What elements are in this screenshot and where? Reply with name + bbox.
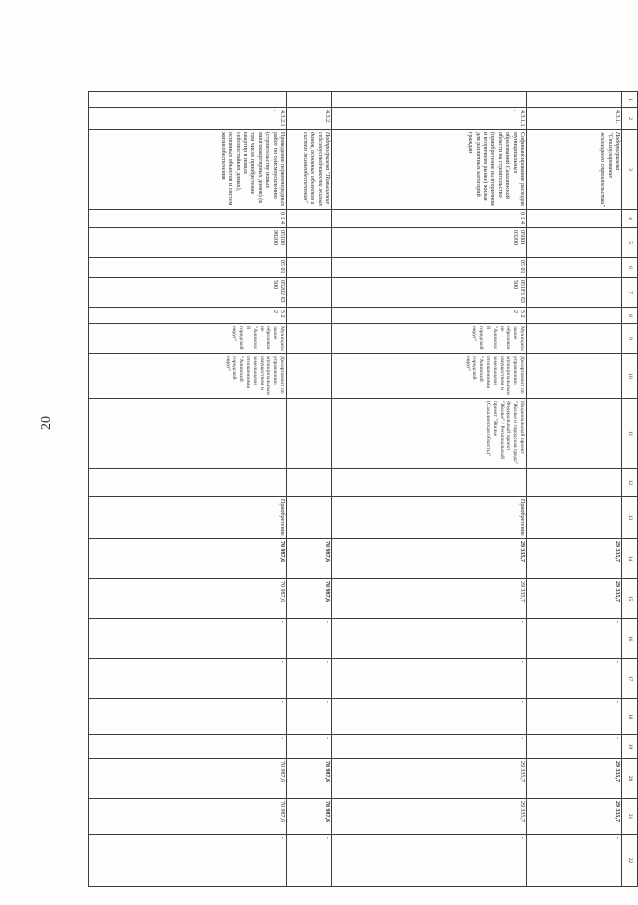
col-header: 18 (622, 699, 638, 735)
value-cell: - (332, 699, 527, 735)
col-header: 9 (622, 324, 638, 354)
value-cell: 70 987,6 (287, 579, 332, 619)
col-header: 12 (622, 469, 638, 497)
row-number: 4.3.2. (287, 108, 332, 130)
value-cell: - (527, 619, 622, 659)
col-header: 5 (622, 228, 638, 258)
project-cell (89, 399, 287, 469)
col-header: 20 (622, 759, 638, 799)
value-cell: 29 335,7 (527, 579, 622, 619)
action-cell: Приобретение (89, 497, 287, 539)
col-header: 6 (622, 258, 638, 278)
col-header: 11 (622, 399, 638, 469)
row-title: Софинансирование расходов муниципальных образований Сахалинской области на строительство (приобретение на вторичном и вторичном рынке) жилья для различных категорий граждан (332, 130, 527, 210)
col-header: 14 (622, 539, 638, 579)
value-cell: 29 335,7 (332, 579, 527, 619)
col-header: 4 (622, 210, 638, 228)
col-header: 15 (622, 579, 638, 619)
col-header: 16 (622, 619, 638, 659)
value-cell: - (287, 619, 332, 659)
budget-table-sheet (89, 91, 638, 886)
row-number: 4.3.2.1. (89, 108, 287, 130)
value-cell: 29 335,7 (332, 759, 527, 799)
code-cell: 5 2 2 (332, 308, 527, 324)
col-header: 13 (622, 497, 638, 539)
value-cell: - (89, 659, 287, 699)
value-cell: - (332, 659, 527, 699)
table-row (287, 92, 332, 887)
value-cell: - (287, 835, 332, 887)
municipality-cell: Муниципальное образование "Анивский городской округ" (89, 324, 287, 354)
table-row (332, 92, 527, 887)
code-cell: 05001 03200 (332, 228, 527, 258)
value-cell: - (527, 735, 622, 759)
row-number: 4.3.1.1. (332, 108, 527, 130)
code-cell: 051F1 63 500 (332, 278, 527, 308)
value-cell: - (89, 835, 287, 887)
value-cell: - (287, 659, 332, 699)
row-title: Проведение первоочередных работ по сейсмоусилению (строительству новых многоквартирных домов) (в том числе приобретение квартир в новых сейсмостойких домах), основных объектов и систем жизнеобеспечения (89, 130, 287, 210)
value-cell: - (527, 835, 622, 887)
value-cell: - (287, 699, 332, 735)
code-cell: 05 01 (332, 258, 527, 278)
code-cell: 05202 63 500 (89, 278, 287, 308)
col-header: 17 (622, 659, 638, 699)
value-cell: - (332, 735, 527, 759)
value-cell: - (89, 619, 287, 659)
col-header: 7 (622, 278, 638, 308)
code-cell: 0 1 4 (332, 210, 527, 228)
value-cell: 70 987,6 (89, 799, 287, 835)
col-header: 22 (622, 835, 638, 887)
project-cell: Национальный проект "Жилье и городская среда" Федеральный проект "Жилье" / Региональный проект "Жилье (Сахалинская область)" (332, 399, 527, 469)
table-row (527, 92, 622, 887)
col-header: 19 (622, 735, 638, 759)
department-cell: Департамент по управлению муниципальным имуществом и земельными отношениями "Анивский городской округ" (332, 354, 527, 399)
value-cell: 70 987,6 (287, 539, 332, 579)
value-cell: - (332, 835, 527, 887)
budget-table (88, 91, 638, 887)
col-header: 10 (622, 354, 638, 399)
value-cell: - (527, 659, 622, 699)
value-cell: - (89, 699, 287, 735)
value-cell: 70 987,6 (287, 759, 332, 799)
value-cell: 29 335,7 (527, 759, 622, 799)
col-header: 1 (622, 92, 638, 108)
code-cell: 05100 98200 (89, 228, 287, 258)
row-title: Подпрограмма "Стимулирование жилищного строительства" (527, 130, 622, 210)
code-cell: 5 2 2 (89, 308, 287, 324)
value-cell: - (287, 735, 332, 759)
value-cell: - (89, 735, 287, 759)
value-cell: 29 335,7 (332, 799, 527, 835)
value-cell: 29 335,7 (527, 539, 622, 579)
col-header: 21 (622, 799, 638, 835)
table-row (89, 92, 287, 887)
value-cell: 70 987,6 (89, 759, 287, 799)
col-header: 8 (622, 308, 638, 324)
department-cell: Департамент по управлению муниципальным имуществом и земельными отношениями "Анивский городской округ" (89, 354, 287, 399)
page-number: 20 (39, 416, 54, 430)
row-number: 4.3.1. (527, 108, 622, 130)
value-cell: 70 987,6 (89, 579, 287, 619)
code-cell: 05 01 (89, 258, 287, 278)
municipality-cell: Муниципальное образование "Анивский городской округ" (332, 324, 527, 354)
value-cell: - (527, 699, 622, 735)
code-cell: 0 1 4 (89, 210, 287, 228)
action-cell: Приобретение (332, 497, 527, 539)
col-header: 3 (622, 130, 638, 210)
value-cell: - (332, 619, 527, 659)
row-title: Подпрограмма "Повышение сейсмоустойчивости жилых домов, основных объектов и систем жизнеобеспечения" (287, 130, 332, 210)
value-cell: 70 987,6 (89, 539, 287, 579)
value-cell: 29 335,7 (527, 799, 622, 835)
column-number-row (622, 92, 638, 887)
value-cell: 29 335,7 (332, 539, 527, 579)
value-cell: 70 987,6 (287, 799, 332, 835)
col-header: 2 (622, 108, 638, 130)
